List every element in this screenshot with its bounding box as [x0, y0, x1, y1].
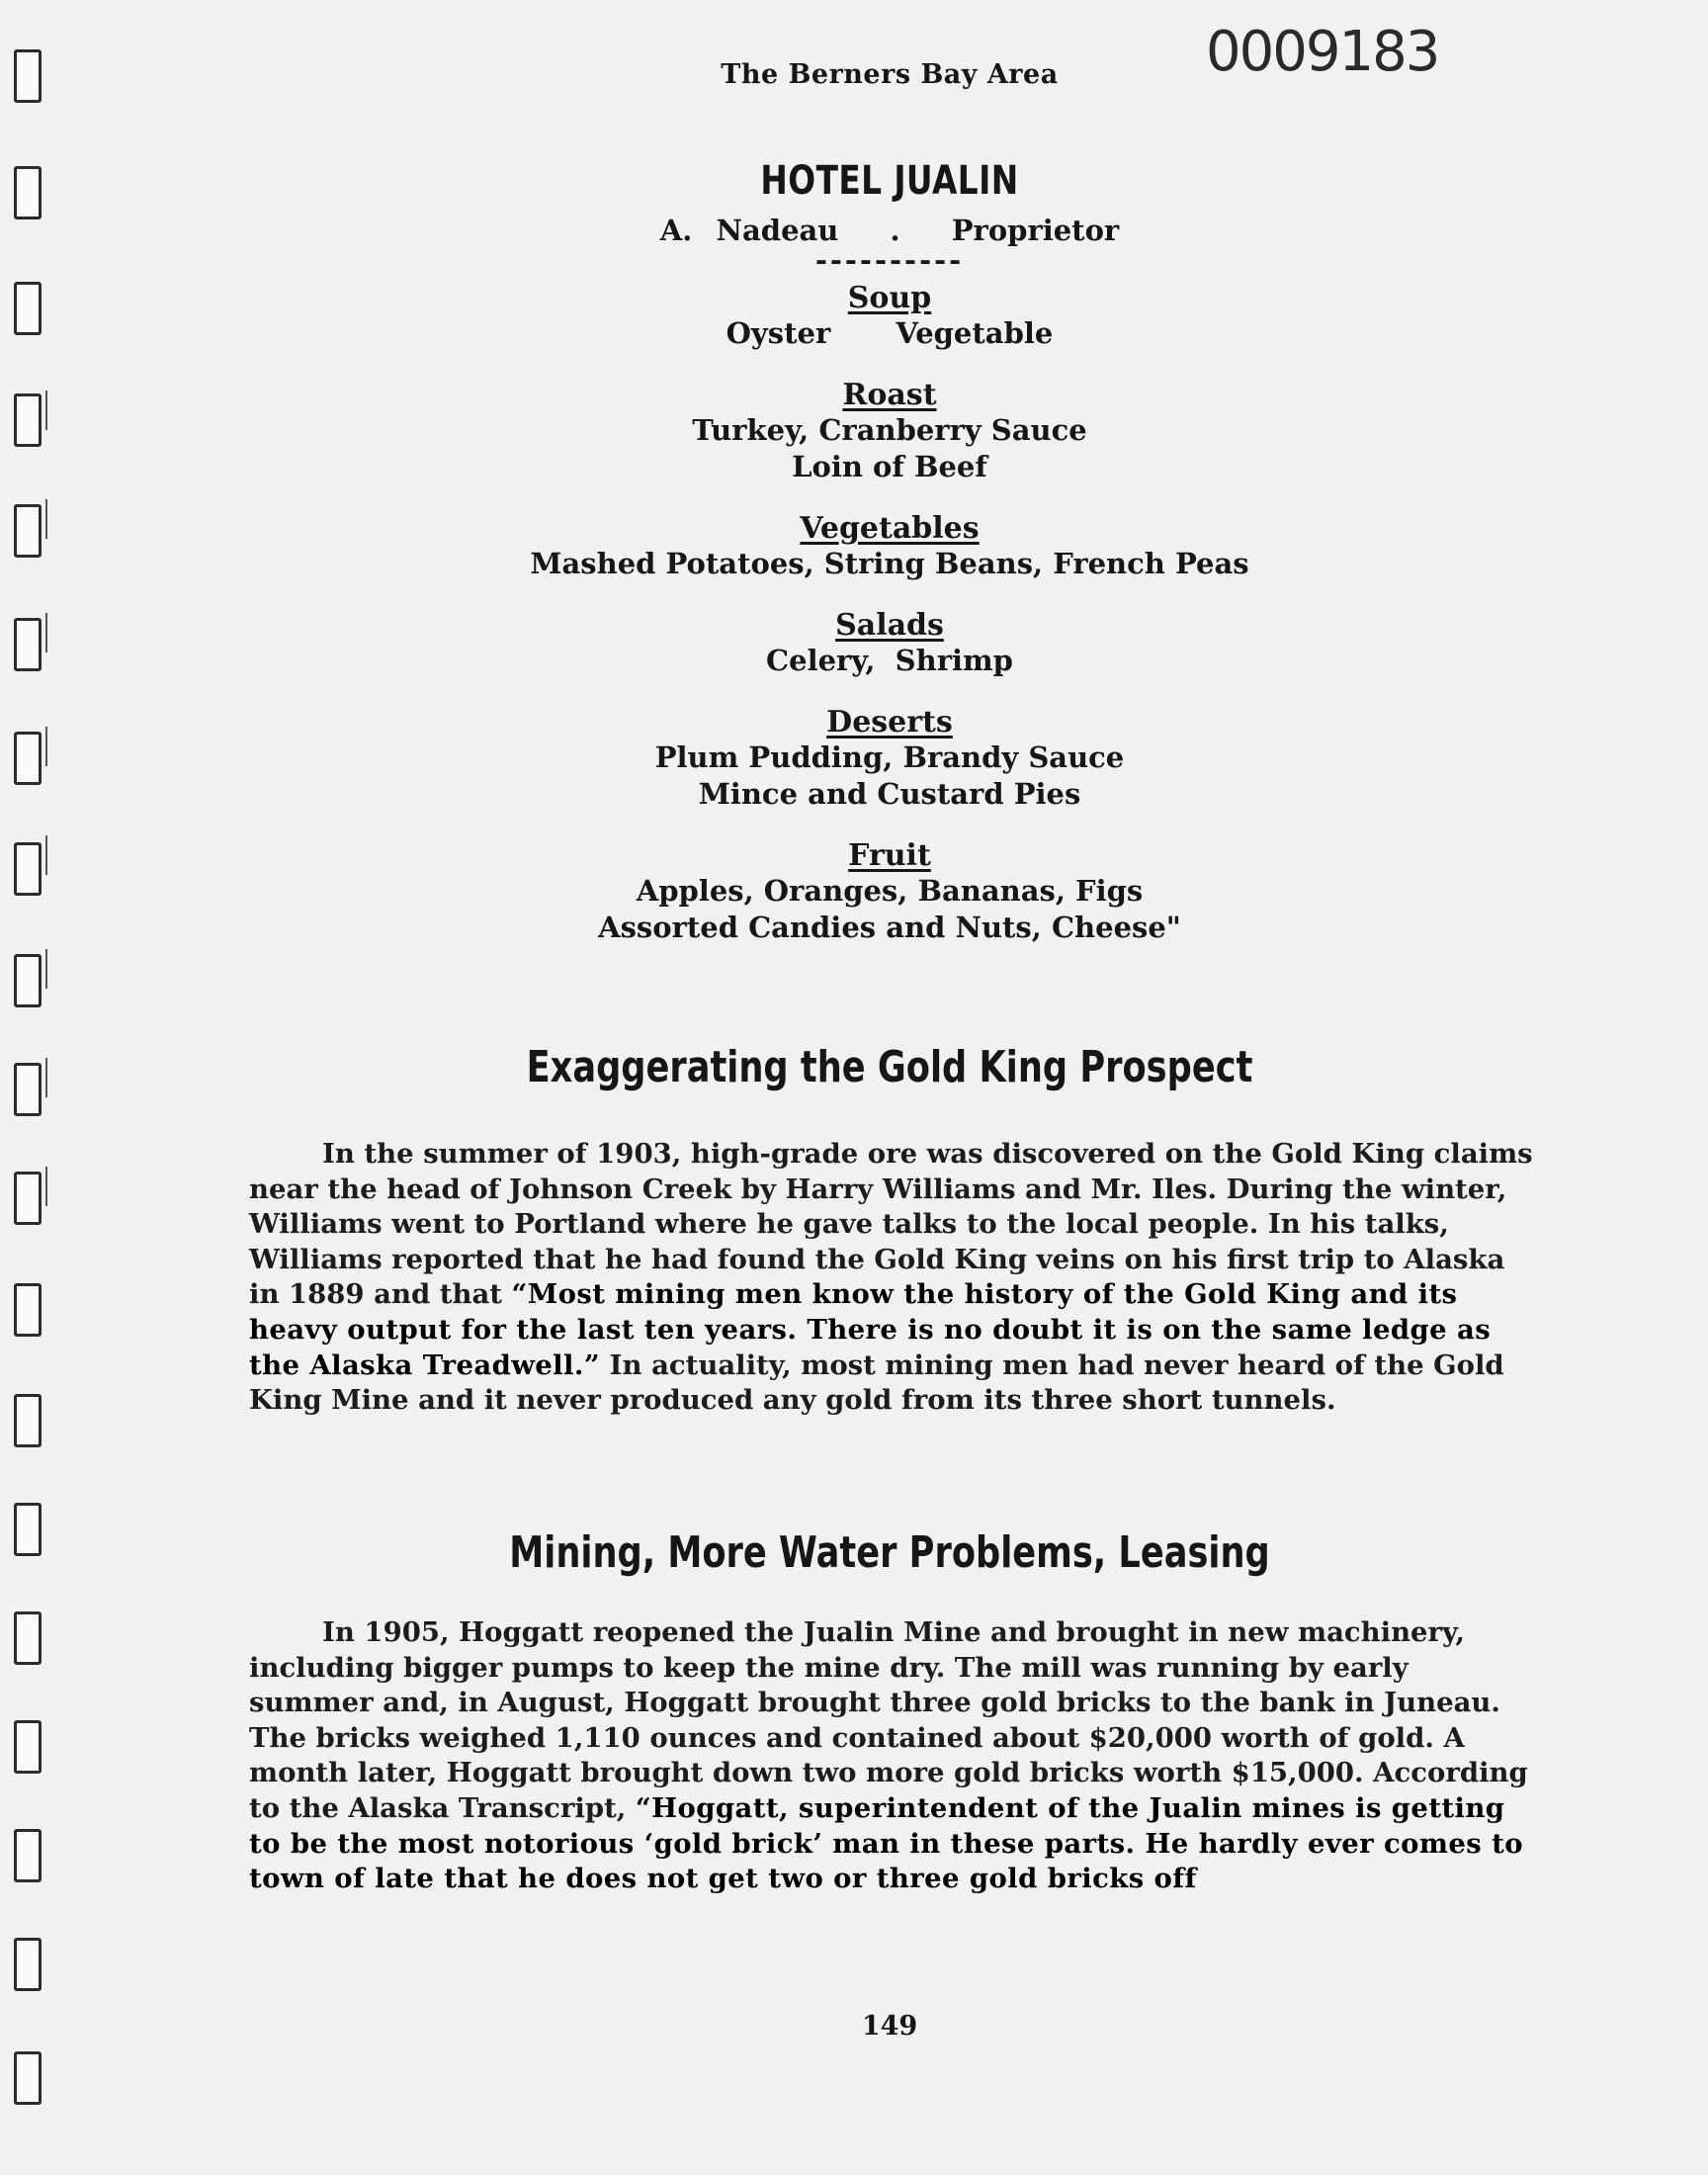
hotel-menu — [198, 158, 1581, 946]
paragraph-quote: “Most mining men know the history of the Gold King and its heavy output for the last ten years. There is no doubt it is on the same ledge as the Alaska Treadwell.” — [249, 1278, 1492, 1381]
binder-hole — [14, 504, 42, 558]
page-number: 149 — [861, 2011, 918, 2042]
proprietor-name: A. Nadeau — [659, 214, 839, 247]
hotel-name: HOTEL JUALIN — [760, 158, 1019, 204]
proprietor-separator: . — [890, 214, 900, 247]
menu-item: Vegetable — [896, 316, 1054, 350]
binder-mark — [45, 499, 47, 539]
section-heading: Exaggerating the Gold King Prospect — [526, 1042, 1253, 1092]
section-heading: Mining, More Water Problems, Leasing — [509, 1527, 1270, 1578]
binder-hole — [14, 2051, 42, 2105]
paragraph-quote: “Hoggatt, superintendent of the Jualin mines is getting to be the most notorious ‘gold brick’ man in these parts. He hardly ever comes to town of late that he does not get two or three gold bricks off — [249, 1791, 1524, 1895]
body-paragraph — [249, 1615, 1534, 1897]
proprietor-line — [198, 214, 1581, 247]
body-paragraph — [249, 1137, 1534, 1419]
handwritten-page-number: 0009183 — [1206, 20, 1439, 84]
binder-mark — [45, 613, 47, 652]
binder-hole — [14, 1938, 42, 1991]
binder-mark — [45, 1167, 47, 1206]
menu-section-heading: Salads — [835, 608, 944, 643]
binder-hole — [14, 1611, 42, 1665]
menu-section-heading: Fruit — [848, 838, 931, 873]
menu-line: Mashed Potatoes, String Beans, French Peas — [530, 547, 1249, 580]
menu-line — [198, 315, 1581, 352]
binder-mark — [45, 727, 47, 766]
binder-hole — [14, 393, 42, 447]
binder-mark — [45, 391, 47, 430]
binder-hole — [14, 954, 42, 1007]
binder-hole — [14, 1829, 42, 1882]
menu-line: Assorted Candies and Nuts, Cheese" — [598, 911, 1181, 944]
binder-hole — [14, 1172, 42, 1225]
binder-mark — [45, 1058, 47, 1097]
paragraph-text: In 1905, Hoggatt reopened the Jualin Mine and brought in new machinery, including bigger pumps to keep the mine dry. The mill was running by early summer and, in August, Hoggatt brought three gold bricks to the bank in Juneau. The bricks weighed 1,110 ounces and contained about $20,000 worth of gold. A month later, Hoggatt brought down two more gold bricks worth $15,000. According to the Alaska Transcript, — [249, 1616, 1528, 1824]
menu-section-heading: Roast — [842, 378, 937, 412]
binder-hole — [14, 282, 42, 335]
binder-hole — [14, 166, 42, 219]
binder-mark — [45, 949, 47, 989]
binder-hole — [14, 1063, 42, 1116]
paragraph-text: In the summer of 1903, high-grade ore was discovered on the Gold King claims near the head of Johnson Creek by Harry Williams and Mr. Iles. During the winter, Williams went to Portland where he gave talks to the local people. In his talks, Williams reported that he had found the Gold King veins on his first trip to Alaska in 1889 and that — [249, 1138, 1533, 1311]
running-head: The Berners Bay Area — [721, 59, 1059, 90]
menu-section-heading: Vegetables — [800, 511, 980, 546]
proprietor-title: Proprietor — [951, 214, 1120, 247]
menu-section-heading: Deserts — [826, 705, 953, 740]
menu-divider: ---------- — [814, 243, 965, 277]
menu-line: Celery, Shrimp — [766, 644, 1013, 677]
binder-hole — [14, 1503, 42, 1556]
menu-line: Plum Pudding, Brandy Sauce — [654, 740, 1125, 774]
menu-line: Mince and Custard Pies — [698, 777, 1081, 811]
binder-hole — [14, 842, 42, 896]
binder-hole — [14, 732, 42, 785]
binder-hole — [14, 618, 42, 671]
paragraph-text: In actuality, most mining men had never heard of the Gold King Mine and it never produced any gold from its three short tunnels. — [249, 1348, 1504, 1417]
menu-line: Apples, Oranges, Bananas, Figs — [636, 874, 1144, 908]
binder-hole — [14, 1283, 42, 1337]
menu-section-heading: Soup — [847, 281, 932, 315]
binder-mark — [45, 835, 47, 875]
menu-line: Turkey, Cranberry Sauce — [692, 413, 1087, 447]
menu-item: Oyster — [726, 316, 831, 350]
binder-hole — [14, 1394, 42, 1447]
binder-hole — [14, 1720, 42, 1774]
menu-line: Loin of Beef — [792, 450, 987, 483]
